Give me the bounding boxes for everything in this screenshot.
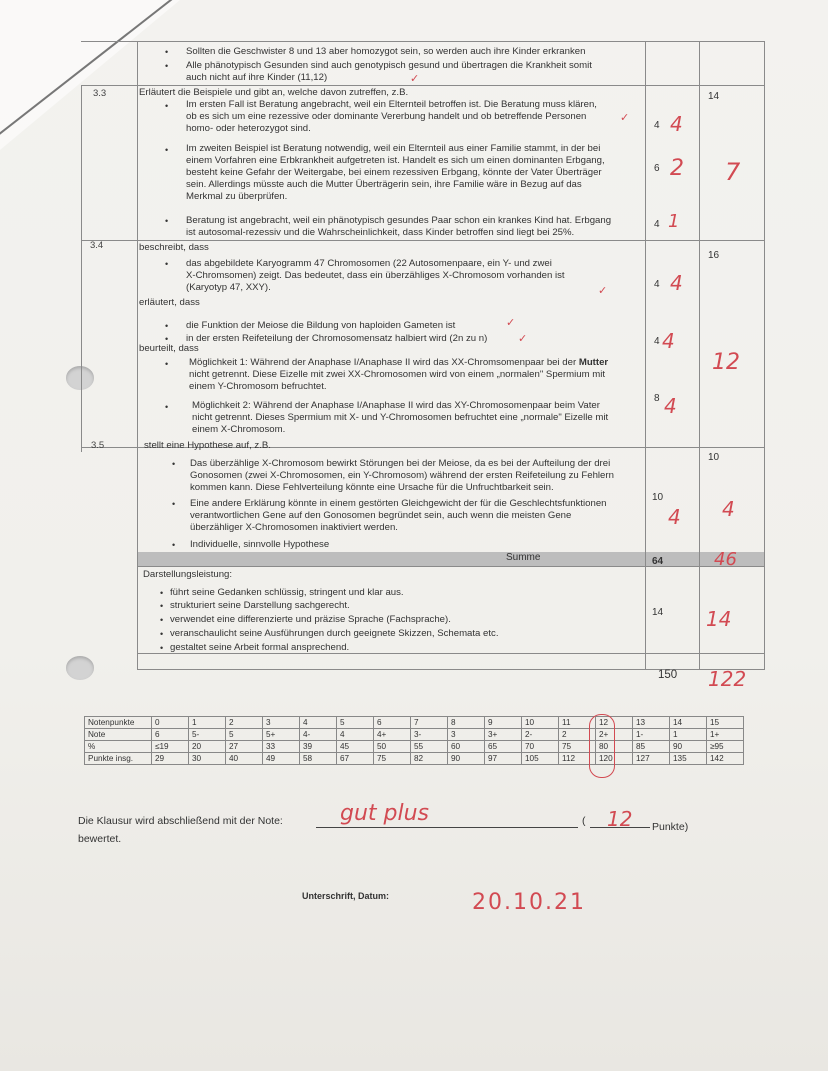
section-intro: stellt eine Hypothese auf, z.B. <box>144 440 271 451</box>
text-line: Im ersten Fall ist Beratung angebracht, weil ein Elternteil betroffen ist. Die Beratung muss klären, <box>186 99 597 110</box>
text-line: das abgebildete Karyogramm 47 Chromosomen (22 Autosomenpaare, ein Y- und zwei <box>186 258 552 269</box>
text-line: verantwortlichen Gene auf den Gonosomen begründet sein, auch wenn die meisten Gene <box>190 510 572 521</box>
summe-row-bg <box>137 552 765 566</box>
handwritten-score: 2 <box>670 156 684 181</box>
handwritten-grade: gut plus <box>340 801 430 826</box>
list-item: veranschaulicht seine Ausführungen durch geeignete Skizzen, Schemata etc. <box>170 628 499 639</box>
summe-label: Summe <box>506 552 541 563</box>
table-row: Note 6 5- 5 5+ 4- 4 4+ 3- 3 3+ 2- 2 2+ 1- 1 1+ <box>85 729 744 741</box>
max-points: 10 <box>708 452 720 463</box>
handwritten-summe: 46 <box>714 549 737 570</box>
text-line: Möglichkeit 2: Während der Anaphase I/Anaphase II wird das XY-Chromosomenpaar beim Vater <box>192 400 600 411</box>
darstellung-title: Darstellungsleistung: <box>143 569 233 580</box>
list-item: strukturiert seine Darstellung sachgerecht. <box>170 600 350 611</box>
text-line: Im zweiten Beispiel ist Beratung notwendig, weil ein Elternteil aus einer Familie stammt, in der bei <box>186 143 601 154</box>
text-line: einem Vorfahren eine Erbkrankheit aufgetreten ist. Handelt es sich um einen dominanten Erbgang, <box>186 155 605 166</box>
section-number: 3.4 <box>90 240 104 251</box>
table-row: Punkte insg. 29 30 40 49 58 67 75 82 90 97 105 112 120 127 135 142 <box>85 753 744 765</box>
handwritten-section-total: 7 <box>725 158 741 186</box>
sub-points: 4 <box>654 219 660 230</box>
table-row: Notenpunkte 0 1 2 3 4 5 6 7 8 9 10 11 12 13 14 15 <box>85 717 744 729</box>
check-mark: ✓ <box>410 73 420 85</box>
text-line: auch nicht auf ihre Kinder (11,12) <box>186 72 328 83</box>
exam-page: • Sollten die Geschwister 8 und 13 aber homozygot sein, so werden auch ihre Kinder erkranken • Alle phänotypisch Gesunden sind auch genotypisch gesund und übertragen die Krankheit somit auch nicht auf ihre Kinder (11,12) ✓ 3.3 Erläutert die Beispiele und gibt an, welche davon zutreffen, z.B. 14 • Im ersten Fall ist Beratung angebracht, weil ein Elternteil betroffen ist. Die Beratung muss klären, ob es sich um eine rezessive oder dominante Vererbung handelt und ob betreffende Personen homo- oder heterozygot sind. ✓ 4 4 • Im zweiten Beispiel ist Beratung notwendig, weil ein Elternteil aus einer Familie stammt, in der bei einem Vorfahren eine Erbkrankheit aufgetreten ist. Handelt es sich um einen dominanten Erbgang, besteht keine Gefahr der Weitergabe, bei einem rezessiven Erbgang, könnte der Vater Überträger sein. Allerdings müsste auch die Mutter Überträgerin sein, ihre Familie wäre in Bezug auf das Merkmal zu überprüfen. 6 2 7 • Beratung ist angebracht, weil ein phänotypisch gesundes Paar schon ein krankes Kind hat. Erbgang ist autosomal-rezessiv und die Wahrscheinlichkeit, dass Kinder betroffen sind liegt bei 25%. 4 1 3.4 beschreibt, dass 16 • das abgebildete Karyogramm 47 Chromosomen (22 Autosomenpaare, ein Y- und zwei X-Chromsomen) zeigt. Das bedeutet, dass ein überzähliges X-Chromosom vorhanden ist (Karyotyp 47, XXY). ✓ 4 4 erläutert, dass • die Funktion der Meiose die Bildung von haploiden Gameten ist ✓ • in der ersten Reifeteilung der Chromosomensatz halbiert wird (2n zu n) ✓ 4 4 beurteilt, dass • Möglichkeit 1: Während der Anaphase I/Anaphase II wird das XX-Chromsomenpaar bei der Mutter nicht getrennt. Diese Eizelle mit zwei XX-Chromosomen wird von einem „normalen" Spermium mit einem Y-Chromosom befruchtet. 12 • Möglichkeit 2: Während der Anaphase I/Anaphase II wird das XY-Chromosomenpaar beim Vater nicht getrennt. Dieses Spermium mit X- und Y-Chromosomen befruchtet eine „normale" Eizelle mit einem X-Chromosom. 8 4 3.5 stellt eine Hypothese auf, z.B. 10 • Das überzählige X-Chromosom bewirkt Störungen bei der Meiose, da es bei der Aufteilung der drei Gonosomen (zwei X-Chromosomen, ein Y-Chromosom) während der ersten Reifeteilung zu Fehlern kommen kann. Diese Fehlverteilung könnte eine Ursache für die Unfruchtbarkeit sein. 10 • Eine andere Erklärung könnte in einem gestörten Gleichgewicht der für die Geschlechtsfunktionen verantwortlichen Gene auf den Gonosomen begründet sein, auch wenn die meisten Gene überzähliger X-Chromosomen inaktiviert werden. 4 4 • Individuelle, sinnvolle Hypothese Summe 64 46 Darstellungsleistung: • führt seine Gedanken schlüssig, stringent und klar aus. • strukturiert seine Darstellung sachgerecht. • verwendet eine differenzierte und präzise Sprache (Fachsprache). • veranschaulicht seine Ausführungen durch geeignete Skizzen, Schemata etc. • gestaltet seine Arbeit formal ansprechend. 14 14 150 122 Notenpunkte 0 1 2 3 4 5 6 7 8 9 10 11 12 13 14 15 Note 6 5- 5 5+ 4- 4 4+ 3- 3 3+ 2- 2 2+ 1- 1 1+ % ≤19 20 27 33 39 45 50 55 60 65 70 75 80 85 90 ≥95 Punkte insg. 29 30 40 49 58 67 75 82 90 97 105 112 120 127 135 142 Die Klausur wird abschließend mit der Note: gut plus ( 12 Punkte) bewertet. Unterschrift, Datum: 20.10.21 <box>0 0 828 1071</box>
criterion-label: beurteilt, dass <box>139 343 199 354</box>
section-intro: Erläutert die Beispiele und gibt an, welche davon zutreffen, z.B. <box>139 87 409 98</box>
handwritten-score: 4 <box>662 329 675 353</box>
text-line: einem Y-Chromosom befruchtet. <box>189 381 327 392</box>
text-line: nicht getrennt. Diese Eizelle mit zwei XX-Chromosomen wird von einem „normalen" Spermium mit <box>189 369 606 380</box>
text-line: Eine andere Erklärung könnte in einem gestörten Gleichgewicht der für die Geschlechtsfunktionen <box>190 498 607 509</box>
section-number: 3.3 <box>93 88 107 99</box>
text-line: Alle phänotypisch Gesunden sind auch genotypisch gesund und übertragen die Krankheit somit <box>186 60 592 71</box>
handwritten-score: 1 <box>668 211 680 232</box>
criterion-label: beschreibt, dass <box>139 242 209 253</box>
text-line: homo- oder heterozygot sind. <box>186 123 311 134</box>
text-line: die Funktion der Meiose die Bildung von haploiden Gameten ist <box>186 320 456 331</box>
sub-points: 4 <box>654 336 660 347</box>
criterion-label: erläutert, dass <box>139 297 200 308</box>
handwritten-points: 12 <box>607 807 633 831</box>
sub-points: 4 <box>654 279 660 290</box>
sub-points: 8 <box>654 393 660 404</box>
selected-column-circle <box>589 714 615 778</box>
handwritten-date: 20.10.21 <box>472 890 586 915</box>
text-line: sein. Allerdings müsste auch die Mutter Überträgerin sein, ihre Familie wäre in Bezug auf das <box>186 179 582 190</box>
max-points: 14 <box>652 607 664 618</box>
punkte-label: Punkte) <box>652 821 689 833</box>
check-mark: ✓ <box>518 333 528 345</box>
text-line: nicht getrennt. Dieses Spermium mit X- und Y-Chromosomen befruchtet eine „normale" Eizelle mit <box>192 412 609 423</box>
text-line: kommen kann. Diese Fehlverteilung könnte eine Ursache für die Unfruchtbarkeit sein. <box>190 482 554 493</box>
handwritten-score: 4 <box>664 394 677 418</box>
total-max-points: 150 <box>658 669 678 681</box>
handwritten-section-total: 4 <box>722 497 735 521</box>
text-line: X-Chromsomen) zeigt. Das bedeutet, dass ein überzähliges X-Chromosom vorhanden ist <box>186 270 565 281</box>
text-line: einem X-Chromosom. <box>192 424 286 435</box>
text-line: Individuelle, sinnvolle Hypothese <box>190 539 330 550</box>
handwritten-score: 4 <box>670 112 683 136</box>
sub-points: 4 <box>654 120 660 131</box>
signature-label: Unterschrift, Datum: <box>302 891 390 901</box>
sub-points: 10 <box>652 492 664 503</box>
text-line: Merkmal zu überprüfen. <box>186 191 288 202</box>
check-mark: ✓ <box>598 285 608 297</box>
text-line: ob es sich um eine rezessive oder dominante Vererbung handelt und ob betreffende Personen <box>186 111 587 122</box>
text-line: in der ersten Reifeteilung der Chromosomensatz halbiert wird (2n zu n) <box>186 333 488 344</box>
paren: ( <box>582 815 586 827</box>
table-row: % ≤19 20 27 33 39 45 50 55 60 65 70 75 80 85 90 ≥95 <box>85 741 744 753</box>
text-line: Beratung ist angebracht, weil ein phänotypisch gesundes Paar schon ein krankes Kind hat. Erbgang <box>186 215 612 226</box>
text-line: Möglichkeit 1: Während der Anaphase I/Anaphase II wird das XX-Chromsomenpaar bei der Mutter <box>189 357 609 368</box>
text-line: überzähliger X-Chromosomen inaktiviert werden. <box>190 522 398 533</box>
text-line: (Karyotyp 47, XXY). <box>186 282 271 293</box>
handwritten-section-total: 12 <box>712 350 740 375</box>
text-line: Gonosomen (zwei X-Chromosomen, ein Y-Chromosom) während der ersten Reifeteilung zu Fehlern <box>190 470 614 481</box>
bewertet-label: bewertet. <box>78 833 122 845</box>
text-line: Das überzählige X-Chromosom bewirkt Störungen bei der Meiose, da es bei der Aufteilung der drei <box>190 458 611 469</box>
max-points: 14 <box>708 91 720 102</box>
text-line: ist autosomal-rezessiv und die Wahrscheinlichkeit, dass Kinder betroffen sind liegt bei 25%. <box>186 227 575 238</box>
handwritten-score: 4 <box>670 271 683 295</box>
text-line: Sollten die Geschwister 8 und 13 aber homozygot sein, so werden auch ihre Kinder erkranken <box>186 46 586 57</box>
handwritten-score: 4 <box>668 505 681 529</box>
check-mark: ✓ <box>620 112 630 124</box>
final-grade-label: Die Klausur wird abschließend mit der Note: <box>78 815 283 827</box>
sub-points: 6 <box>654 163 660 174</box>
list-item: verwendet eine differenzierte und präzise Sprache (Fachsprache). <box>170 614 451 625</box>
list-item: führt seine Gedanken schlüssig, stringent und klar aus. <box>170 587 404 598</box>
grade-scale-table <box>84 716 744 765</box>
handwritten-score: 14 <box>706 607 732 631</box>
check-mark: ✓ <box>506 317 516 329</box>
list-item: gestaltet seine Arbeit formal ansprechend. <box>170 642 350 653</box>
summe-value: 64 <box>652 556 664 567</box>
section-number: 3.5 <box>91 440 105 451</box>
max-points: 16 <box>708 250 720 261</box>
text-line: besteht keine Gefahr der Weitergabe, bei einem rezessiven Erbgang, könnte der Vater Überträger <box>186 167 602 178</box>
handwritten-total: 122 <box>708 667 747 691</box>
